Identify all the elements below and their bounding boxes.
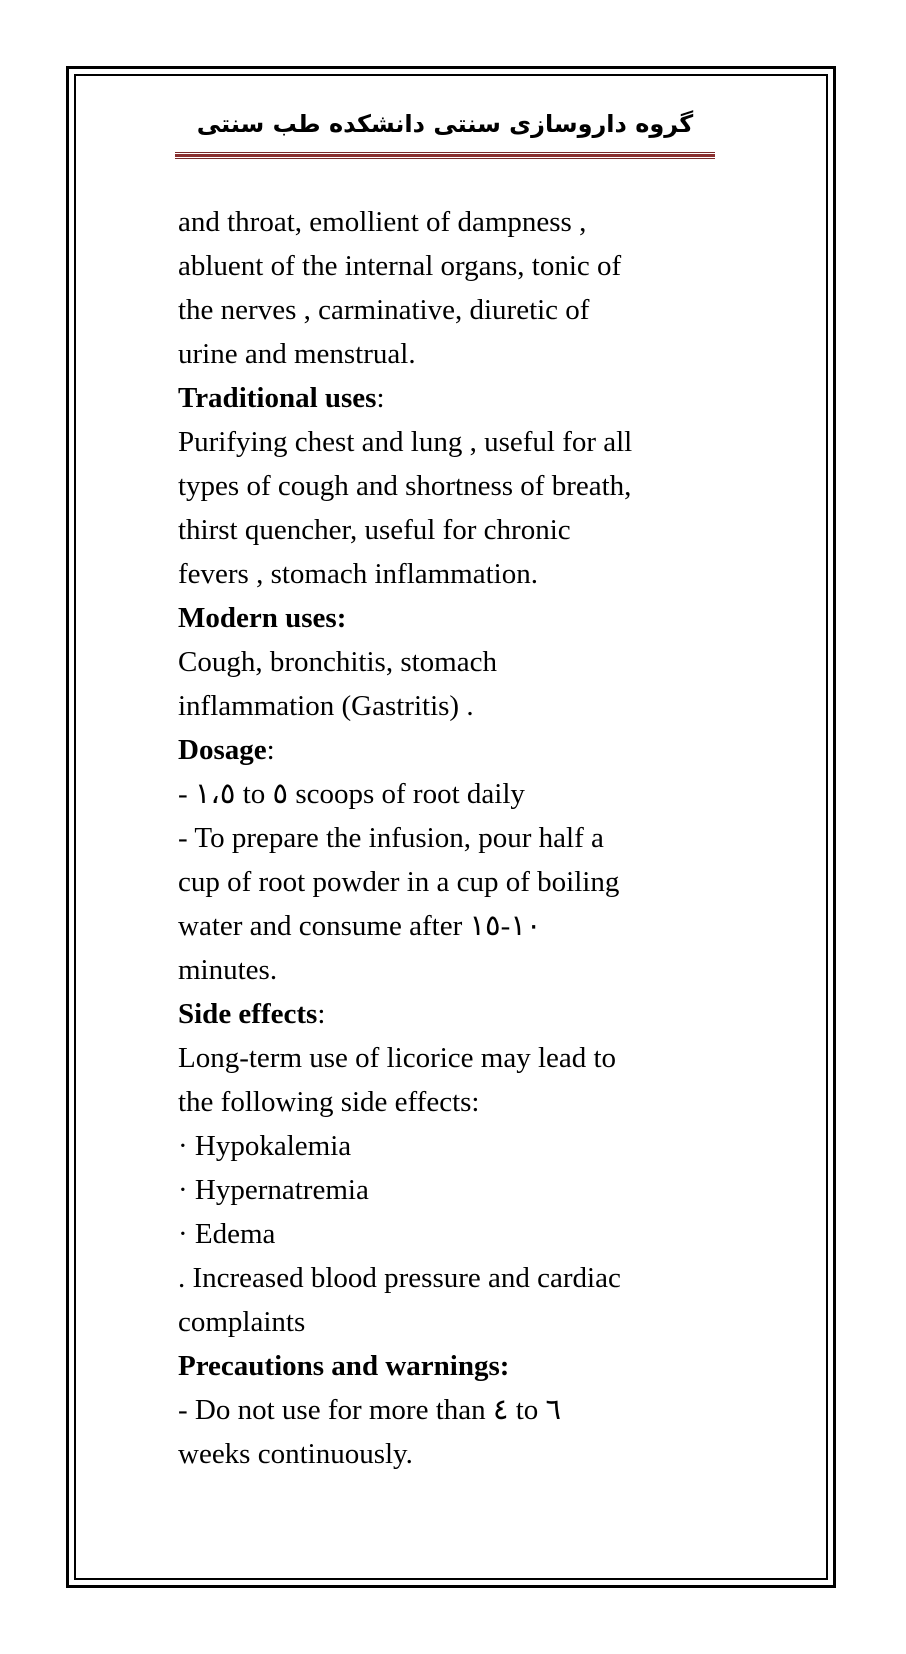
modern-uses-line: Cough, bronchitis, stomach: [178, 646, 497, 678]
precautions-line: weeks continuously.: [178, 1438, 413, 1470]
side-effects-line: Long-term use of licorice may lead to: [178, 1042, 617, 1074]
side-effects-heading-text: Side effects: [178, 998, 318, 1030]
heading-colon: :: [266, 734, 275, 766]
modern-uses-heading: Modern uses:: [178, 602, 347, 634]
heading-colon: :: [376, 382, 385, 414]
traditional-uses-line: thirst quencher, useful for chronic: [178, 514, 571, 546]
intro-line: abluent of the internal organs, tonic of: [178, 250, 622, 282]
dosage-heading-text: Dosage: [178, 734, 267, 766]
header-divider-fill: [175, 154, 715, 157]
precautions-heading: Precautions and warnings:: [178, 1350, 510, 1382]
intro-line: and throat, emollient of dampness ,: [178, 206, 587, 238]
header-divider: [175, 152, 715, 159]
dosage-heading: [178, 728, 711, 772]
traditional-uses-line: types of cough and shortness of breath,: [178, 470, 632, 502]
precautions-line: - Do not use for more than ٤ to ٦: [178, 1394, 562, 1426]
side-effects-line: the following side effects:: [178, 1086, 480, 1118]
traditional-uses-line: fevers , stomach inflammation.: [178, 558, 538, 590]
intro-line: the nerves , carminative, diuretic of: [178, 294, 590, 326]
dosage-line: water and consume after ١٠-١٥: [178, 910, 542, 942]
dosage-line: - ١،٥ to ٥ scoops of root daily: [178, 778, 525, 810]
dosage-line: - To prepare the infusion, pour half a: [178, 822, 604, 854]
heading-colon: :: [317, 998, 326, 1030]
side-effects-heading: [178, 992, 711, 1036]
side-effects-item: · Edema: [178, 1218, 276, 1250]
traditional-uses-heading: [178, 376, 711, 420]
side-effects-item: · Hypokalemia: [178, 1130, 352, 1162]
traditional-uses-heading-text: Traditional uses: [178, 382, 377, 414]
intro-line: urine and menstrual.: [178, 338, 416, 370]
side-effects-line: complaints: [178, 1306, 306, 1338]
dosage-line: minutes.: [178, 954, 278, 986]
modern-uses-line: inflammation (Gastritis) .: [178, 690, 474, 722]
side-effects-item: . Increased blood pressure and cardiac: [178, 1262, 621, 1294]
traditional-uses-line: Purifying chest and lung , useful for all: [178, 426, 633, 458]
page-header-title: گروه داروسازی سنتی دانشکده طب سنتی: [196, 110, 694, 138]
dosage-line: cup of root powder in a cup of boiling: [178, 866, 620, 898]
side-effects-item: · Hypernatremia: [178, 1174, 369, 1206]
document-body: [178, 200, 711, 1476]
